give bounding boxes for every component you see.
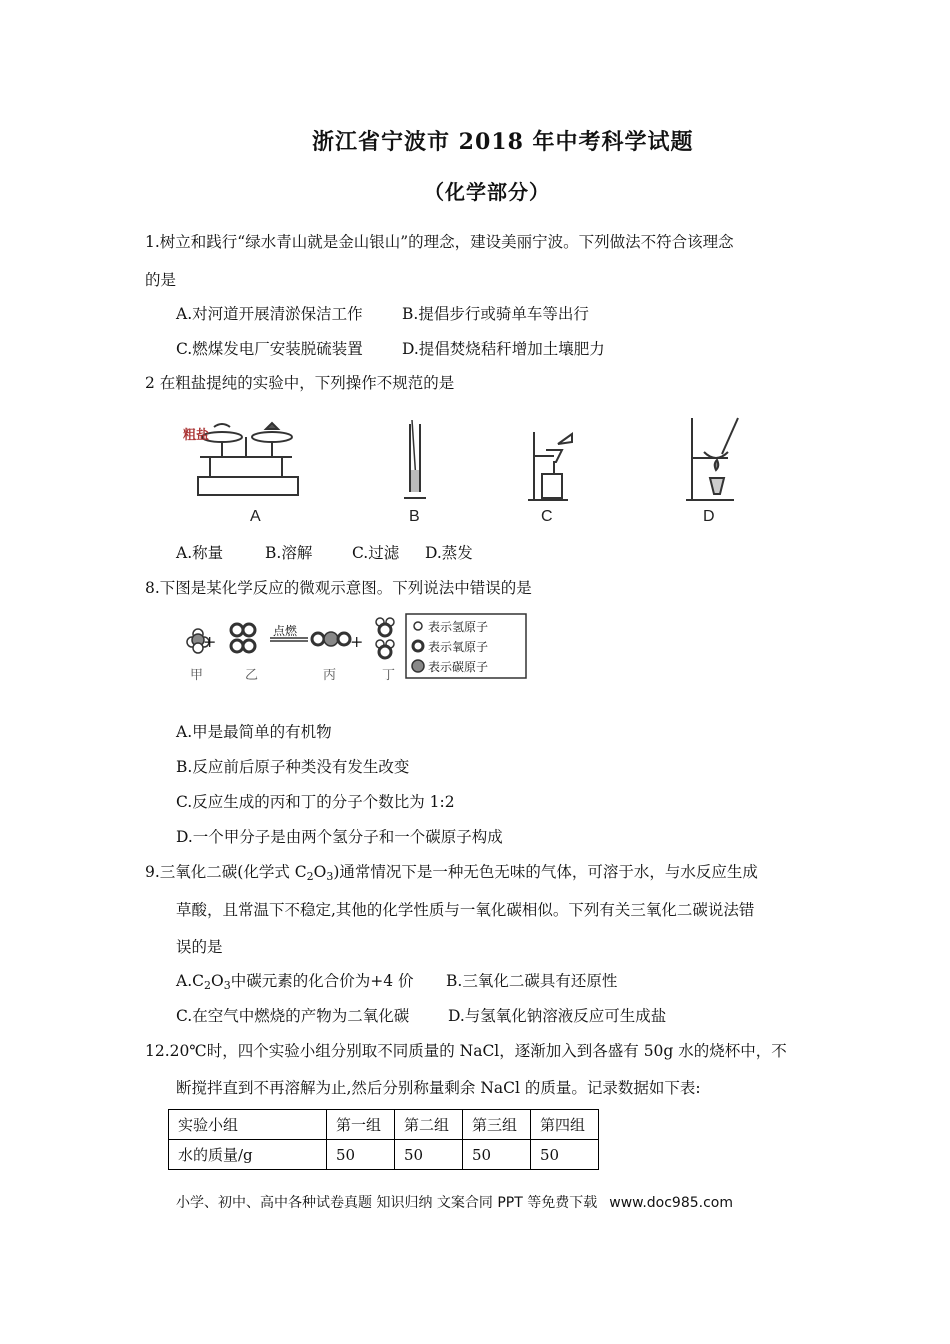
table-cell: 50 [395,1140,463,1170]
legend-oxygen: 表示氧原子 [428,640,489,654]
table-header-cell: 实验小组 [169,1110,327,1140]
q2-option-a: A.称量 [176,544,224,562]
figure-label-c: C [541,508,553,525]
table-cell: 水的质量/g [169,1140,327,1170]
q2-option-b: B.溶解 [265,544,313,562]
table-cell: 50 [327,1140,395,1170]
table-header-row [169,1110,599,1140]
legend-hydrogen: 表示氢原子 [428,620,489,634]
q9-option-c: C.在空气中燃烧的产物为二氧化碳 [176,1007,410,1025]
q9-stem-line3: 误的是 [176,938,223,956]
page-subtitle: （化学部分） [424,180,550,204]
footer-url[interactable]: www.doc985.com [609,1195,733,1211]
q1-stem-line1: 1.树立和践行“绿水青山就是金山银山”的理念，建设美丽宁波。下列做法不符合该理念 [145,233,734,251]
reaction-plus-1: + [203,632,217,651]
q1-stem-line2: 的是 [145,271,177,289]
q2-stem: 2 在粗盐提纯的实验中，下列操作不规范的是 [145,374,455,392]
q8-option-c: C.反应生成的丙和丁的分子个数比为 1:2 [176,793,455,811]
table-header-cell: 第三组 [463,1110,531,1140]
q9-stem-line2: 草酸，且常温下不稳定,其他的化学性质与一氧化碳相似。下列有关三氧化二碳说法错 [176,901,755,919]
product-ding-label: 丁 [382,668,396,683]
table-header-cell: 第二组 [395,1110,463,1140]
q1-option-c: C.燃煤发电厂安装脱硫装置 [176,340,363,358]
q8-option-a: A.甲是最简单的有机物 [176,723,332,741]
q1-option-b: B.提倡步行或骑单车等出行 [402,305,589,323]
q8-option-d: D.一个甲分子是由两个氢分子和一个碳原子构成 [176,828,503,846]
q9-option-a: $A.C_2O_3$中碳元素的化合价为+4 价 [176,972,414,992]
product-bing-label: 丙 [323,668,337,683]
footer [176,1192,733,1212]
evaporation-figure [684,414,744,504]
q2-option-c: C.过滤 [352,544,400,562]
q9-stem-line1: 9.三氧化二碳(化学式 $C_2O_3$)通常情况下是一种无色无味的气体，可溶于水，与水反应生成 [145,863,758,883]
q2-option-d: D.蒸发 [425,544,473,562]
table-header-cell: 第一组 [327,1110,395,1140]
reactant-yi-label: 乙 [245,668,259,683]
table-cell: 50 [531,1140,599,1170]
q9-option-b: B.三氧化二碳具有还原性 [446,972,618,990]
page-title: 浙江省宁波市 2018 年中考科学试题 [312,129,694,155]
reaction-plus-2: + [350,632,364,651]
table-row [169,1140,599,1170]
q12-stem-line1: 12.20℃时，四个实验小组分别取不同质量的 NaCl，逐渐加入到各盛有 50g 水的烧杯中，不 [145,1042,787,1060]
figure-label-a: A [250,508,261,525]
table-cell: 50 [463,1140,531,1170]
q8-option-b: B.反应前后原子种类没有发生改变 [176,758,410,776]
reaction-arrow-label: 点燃 [273,624,298,638]
legend-carbon: 表示碳原子 [428,660,489,674]
cylinder-figure [400,420,430,505]
q9-option-d: D.与氢氧化钠溶液反应可生成盐 [448,1007,667,1025]
q1-option-a: A.对河道开展清淤保洁工作 [176,305,363,323]
nacl-data-table [168,1109,599,1170]
table-header-cell: 第四组 [531,1110,599,1140]
footer-text: 小学、初中、高中各种试卷真题 知识归纳 文案合同 PPT 等免费下载 [176,1195,598,1211]
filtration-figure [528,428,578,503]
q8-stem: 8.下图是某化学反应的微观示意图。下列说法中错误的是 [145,579,532,597]
figure-label-b: B [409,508,420,525]
figure-label-d: D [703,508,715,525]
reactant-jia-label: 甲 [190,668,204,683]
q12-stem-line2: 断搅拌直到不再溶解为止,然后分别称量剩余 NaCl 的质量。记录数据如下表: [176,1079,701,1097]
q1-option-d: D.提倡焚烧秸秆增加土壤肥力 [402,340,605,358]
salt-label: 粗盐 [183,428,210,443]
